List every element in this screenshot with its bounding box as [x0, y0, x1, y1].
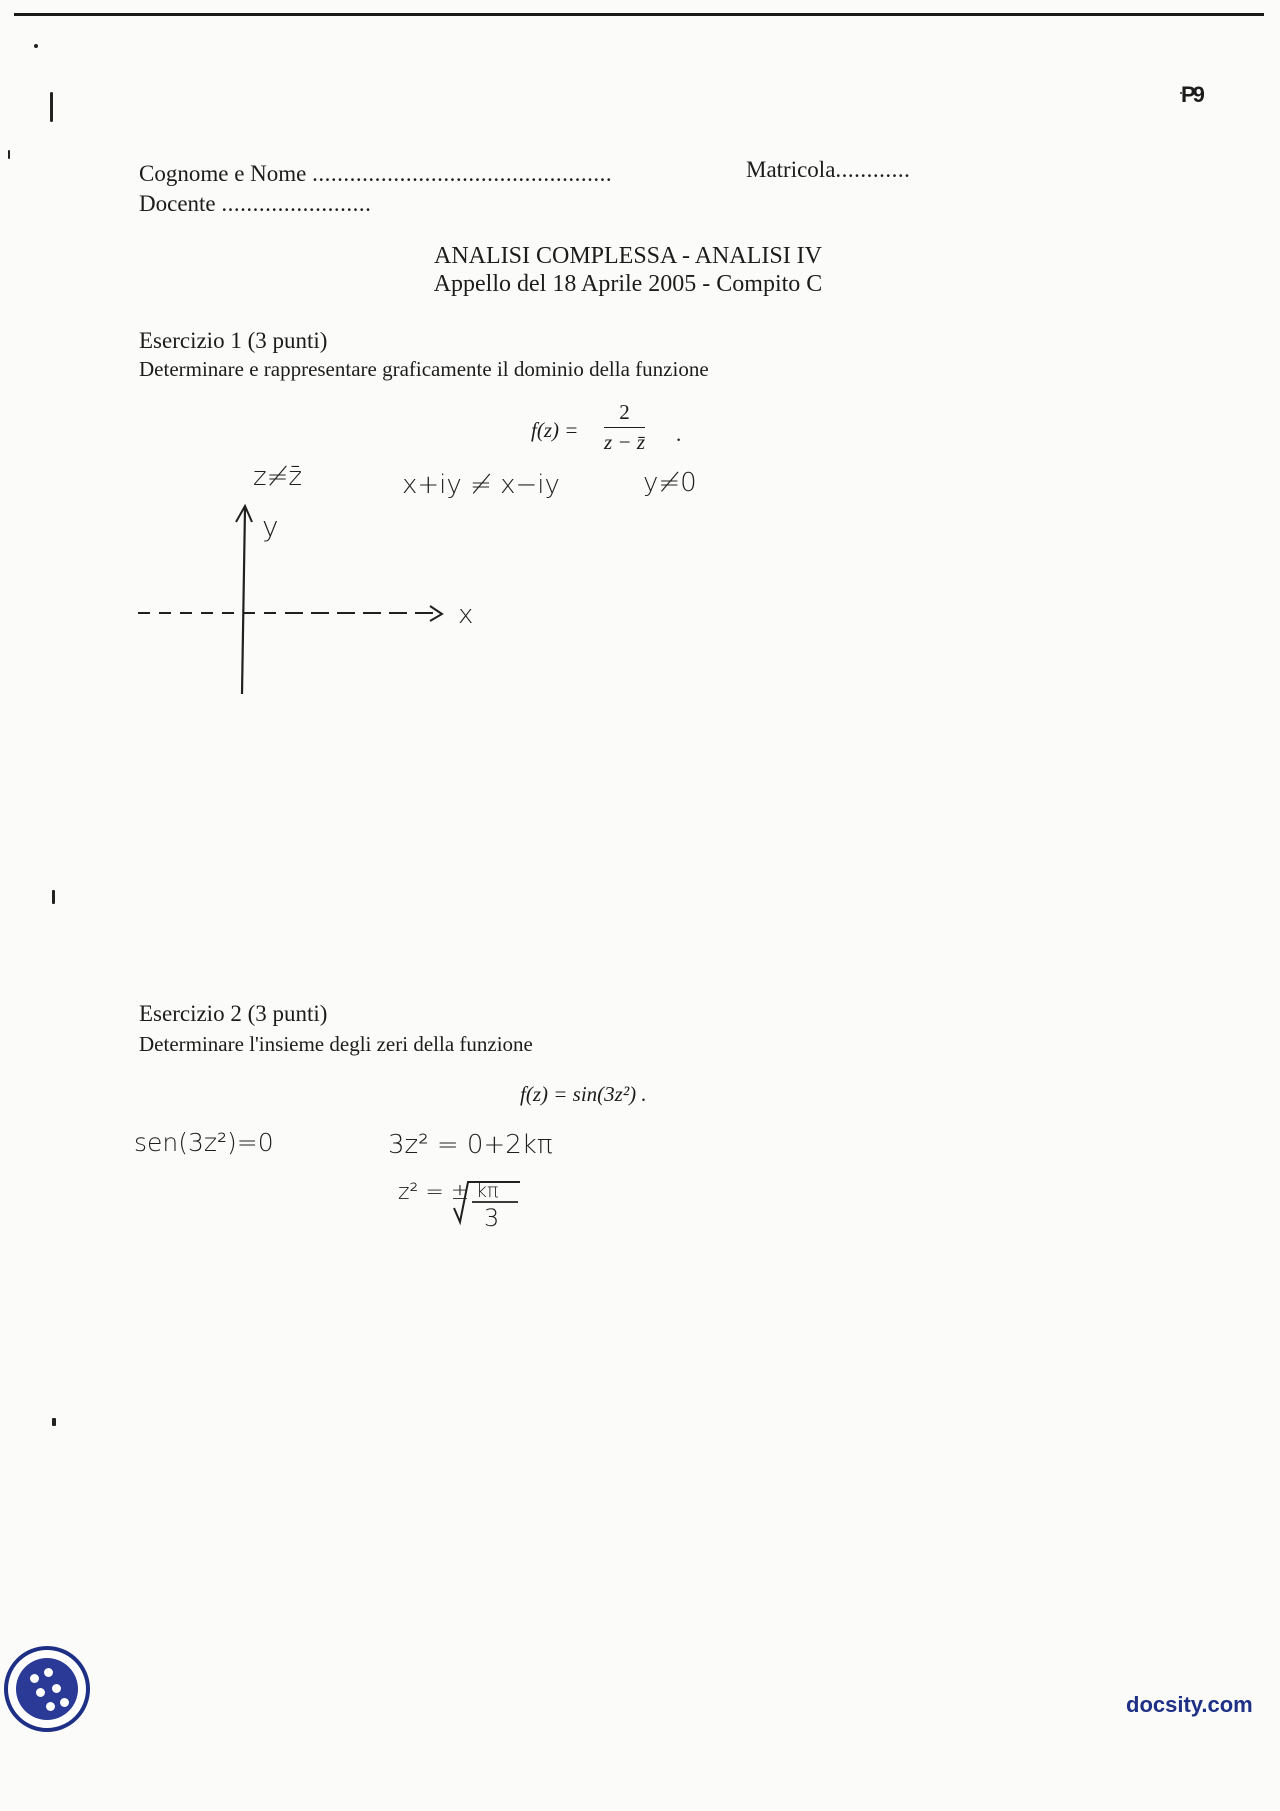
logo-dot: [46, 1702, 55, 1711]
scan-speck: [34, 44, 38, 48]
exercise2-formula: f(z) = sin(3z²) .: [520, 1082, 647, 1106]
scan-speck: [8, 150, 10, 159]
scan-speck: [52, 1418, 56, 1426]
exercise1-prompt: Determinare e rappresentare graficamente il dominio della funzione: [139, 357, 709, 381]
logo-dot: [60, 1698, 69, 1707]
handwritten-sqrt-numerator: kπ: [476, 1180, 499, 1202]
handwritten-solution-step: 3z² = 0+2kπ: [388, 1130, 553, 1160]
exercise2-heading: Esercizio 2 (3 punti): [139, 1001, 328, 1026]
scan-speck: [50, 92, 53, 122]
logo-dot: [44, 1668, 53, 1677]
handwritten-sen-equation: sen(3z²)=0: [134, 1128, 274, 1157]
exam-subtitle: Appello del 18 Aprile 2005 - Compito C: [433, 271, 823, 297]
handwritten-note-x-iy: x+iy ≠ x−iy: [402, 470, 560, 500]
exercise1-formula-numerator: 2: [604, 400, 645, 428]
exam-title: ANALISI COMPLESSA - ANALISI IV: [433, 243, 823, 269]
docente-field: [139, 190, 371, 218]
matricola-dots: ............: [835, 157, 911, 182]
docsity-logo-icon: [4, 1646, 90, 1732]
handwritten-sqrt-denominator: 3: [484, 1204, 500, 1232]
handwritten-axes: [120, 480, 500, 700]
exercise1-formula-fraction: [604, 400, 645, 455]
logo-dot: [30, 1674, 39, 1683]
matricola-label: Matricola: [746, 157, 836, 182]
handwritten-note-z-neq-zbar: z≠z̄: [253, 462, 303, 492]
docente-label: Docente: [139, 191, 216, 216]
scan-speck: [52, 890, 55, 904]
exercise1-formula-lhs: [531, 418, 578, 443]
top-rule: [14, 13, 1264, 16]
logo-dot: [52, 1684, 61, 1693]
matricola-field: [746, 156, 910, 184]
exercise1-formula-end: .: [676, 422, 682, 446]
docsity-watermark[interactable]: docsity.com: [1126, 1692, 1253, 1717]
page-number-mark: P9: [1181, 82, 1202, 107]
exercise1-heading: Esercizio 1 (3 punti): [139, 328, 328, 353]
exercise1-formula-denominator: z − z̄: [604, 430, 646, 454]
handwritten-note-y-neq-0: y≠0: [643, 468, 697, 498]
docente-dots: ........................: [221, 191, 372, 216]
logo-dot: [36, 1688, 45, 1697]
x-axis-label: x: [458, 600, 474, 630]
name-field: [139, 160, 612, 188]
exercise1-formula-lhs-text: f(z) =: [531, 418, 579, 442]
exercise2-prompt: Determinare l'insieme degli zeri della funzione: [139, 1032, 533, 1056]
y-axis-line: [242, 508, 245, 694]
logo-inner: [16, 1658, 78, 1720]
name-label: Cognome e Nome: [139, 161, 307, 186]
y-axis-label: y: [262, 510, 279, 543]
handwritten-z-squared-lhs: z² = ±: [398, 1180, 470, 1205]
name-dots: ................................................: [312, 161, 613, 186]
